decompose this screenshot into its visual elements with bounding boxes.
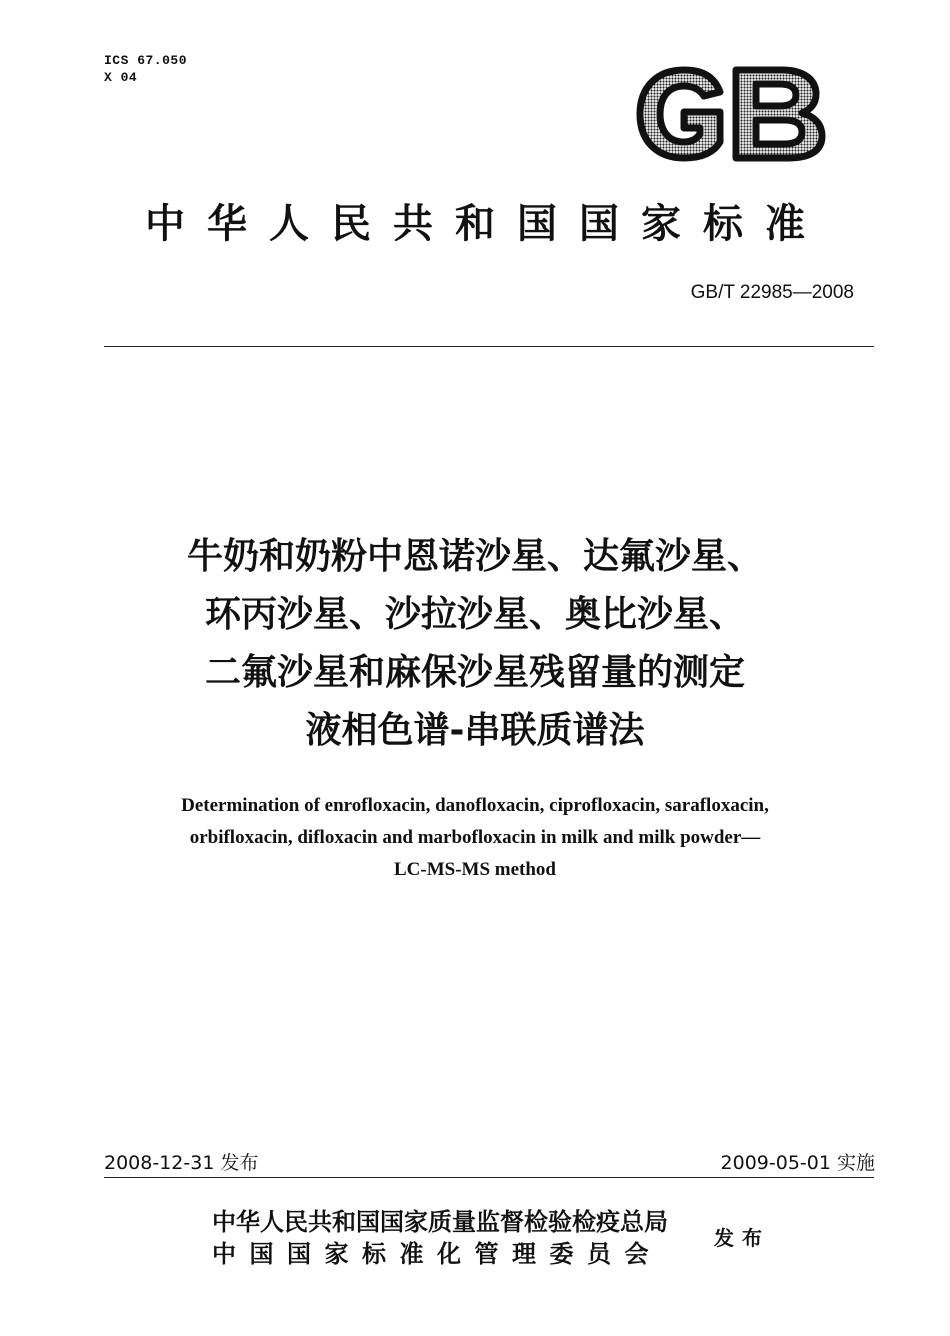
ics-block <box>104 52 187 86</box>
gb-letter-b <box>736 70 822 158</box>
issue-date: 2008-12-31 发布 <box>104 1152 259 1174</box>
chinese-title-line: 牛奶和奶粉中恩诺沙星、达氟沙星、 <box>186 536 763 577</box>
english-title-line: LC-MS-MS method <box>393 859 557 880</box>
publish-label: 发布 <box>714 1226 770 1250</box>
issuer-aqsiq: 中华人民共和国国家质量监督检验检疫总局 <box>212 1208 668 1236</box>
chinese-title-line: 二氟沙星和麻保沙星残留量的测定 <box>204 652 745 693</box>
footer-divider <box>104 1177 874 1178</box>
ccs-code: X 04 <box>104 70 138 85</box>
gb-letter-g <box>640 70 720 158</box>
english-title-line: Determination of enrofloxacin, danofloxacin, ciprofloxacin, sarafloxacin, <box>181 795 769 816</box>
chinese-title <box>0 528 950 760</box>
standard-number: GB/T 22985—2008 <box>690 282 854 303</box>
issuer-sac: 中国国家标准化管理委员会 <box>212 1240 662 1268</box>
gb-standard-logo <box>632 62 828 166</box>
issuing-authorities <box>212 1206 668 1270</box>
header-divider <box>104 346 874 347</box>
english-title-line: orbifloxacin, difloxacin and marbofloxacin in milk and milk powder— <box>189 827 761 848</box>
national-standard-title: 中华人民共和国国家标准 <box>145 200 827 247</box>
implementation-date: 2009-05-01 实施 <box>720 1152 875 1174</box>
chinese-title-line: 液相色谱-串联质谱法 <box>305 710 645 751</box>
english-title <box>0 790 950 886</box>
chinese-title-line: 环丙沙星、沙拉沙星、奥比沙星、 <box>204 594 745 635</box>
ics-code: ICS 67.050 <box>104 53 188 68</box>
